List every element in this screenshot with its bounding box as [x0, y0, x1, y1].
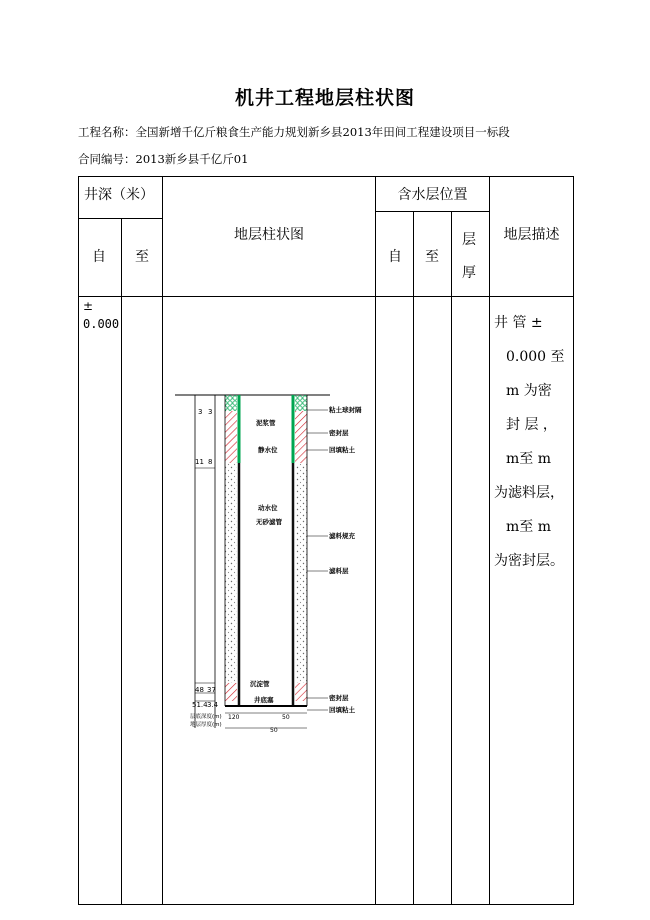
- description-line: 0.000 至: [506, 349, 565, 365]
- description-line: m 为密: [506, 383, 552, 399]
- right-label: 回填粘土: [329, 446, 355, 454]
- inner-label: 动水位: [258, 504, 278, 512]
- right-label: 密封层: [329, 429, 349, 437]
- seal-layer: [225, 411, 237, 463]
- description-line: 为密封层。: [494, 553, 564, 569]
- inner-label: 无砂滤管: [256, 518, 282, 526]
- inner-label: 泥浆管: [256, 419, 276, 427]
- header-description: 地层描述: [503, 227, 560, 243]
- bottom-label: 地层厚度(m): [190, 722, 222, 728]
- description-line: 井 管 ±: [494, 315, 543, 331]
- contract-number: 合同编号：2013新乡县千亿斤01: [78, 152, 249, 166]
- depth-label: 48: [195, 686, 204, 694]
- well-diagram: [170, 388, 370, 748]
- inner-label: 井底塞: [254, 696, 274, 704]
- header-thickness-2: 厚: [462, 265, 476, 281]
- header-aquifer-to: 至: [425, 249, 439, 265]
- row-from-sign: ±: [83, 299, 94, 313]
- right-label: 回填粘土: [329, 706, 355, 714]
- project-name: 工程名称：全国新增千亿斤粮食生产能力规划新乡县2013年田间工程建设项目一标段: [78, 125, 510, 139]
- header-aquifer-position: 含水层位置: [397, 187, 468, 203]
- right-label: 粘土球封隔: [329, 406, 362, 414]
- bottom-label: 120: [228, 714, 240, 721]
- bottom-label: 层底深度(m): [190, 714, 222, 720]
- depth-label: 51.4: [192, 701, 208, 709]
- depth-label: 3.4: [207, 701, 219, 709]
- header-to: 至: [135, 249, 149, 265]
- depth-label: 37: [207, 686, 216, 694]
- page-title: 机井工程地层柱状图: [234, 87, 415, 109]
- description-line: m至 m: [506, 519, 552, 535]
- bottom-seal-layer: [225, 683, 237, 701]
- header-column-chart: 地层柱状图: [234, 227, 304, 243]
- header-thickness-1: 层: [462, 232, 476, 248]
- row-description: [494, 306, 574, 578]
- right-label: 密封层: [329, 694, 349, 702]
- right-label: 滤料层: [329, 567, 349, 575]
- depth-label: 8: [208, 458, 213, 466]
- description-line: m至 m: [506, 451, 552, 467]
- header-well-depth: 井深（米）: [84, 187, 154, 203]
- header-aquifer-from: 自: [388, 249, 402, 265]
- bottom-label: 50: [282, 714, 290, 721]
- depth-label: 11: [195, 458, 204, 466]
- bottom-label: 50: [270, 727, 278, 734]
- row-from-value: 0.000: [83, 317, 120, 331]
- right-label: 滤料规充: [329, 532, 355, 540]
- inner-label: 沉淀管: [250, 680, 270, 688]
- header-from: 自: [92, 249, 106, 265]
- description-line: 为滤料层，: [494, 485, 564, 501]
- depth-label: 3: [198, 408, 203, 416]
- filter-gravel-layer: [225, 463, 237, 683]
- depth-label: 3: [208, 408, 213, 416]
- description-line: 封 层 ，: [506, 417, 557, 433]
- inner-label: 静水位: [258, 446, 278, 454]
- clay-ball-seal: [225, 395, 237, 411]
